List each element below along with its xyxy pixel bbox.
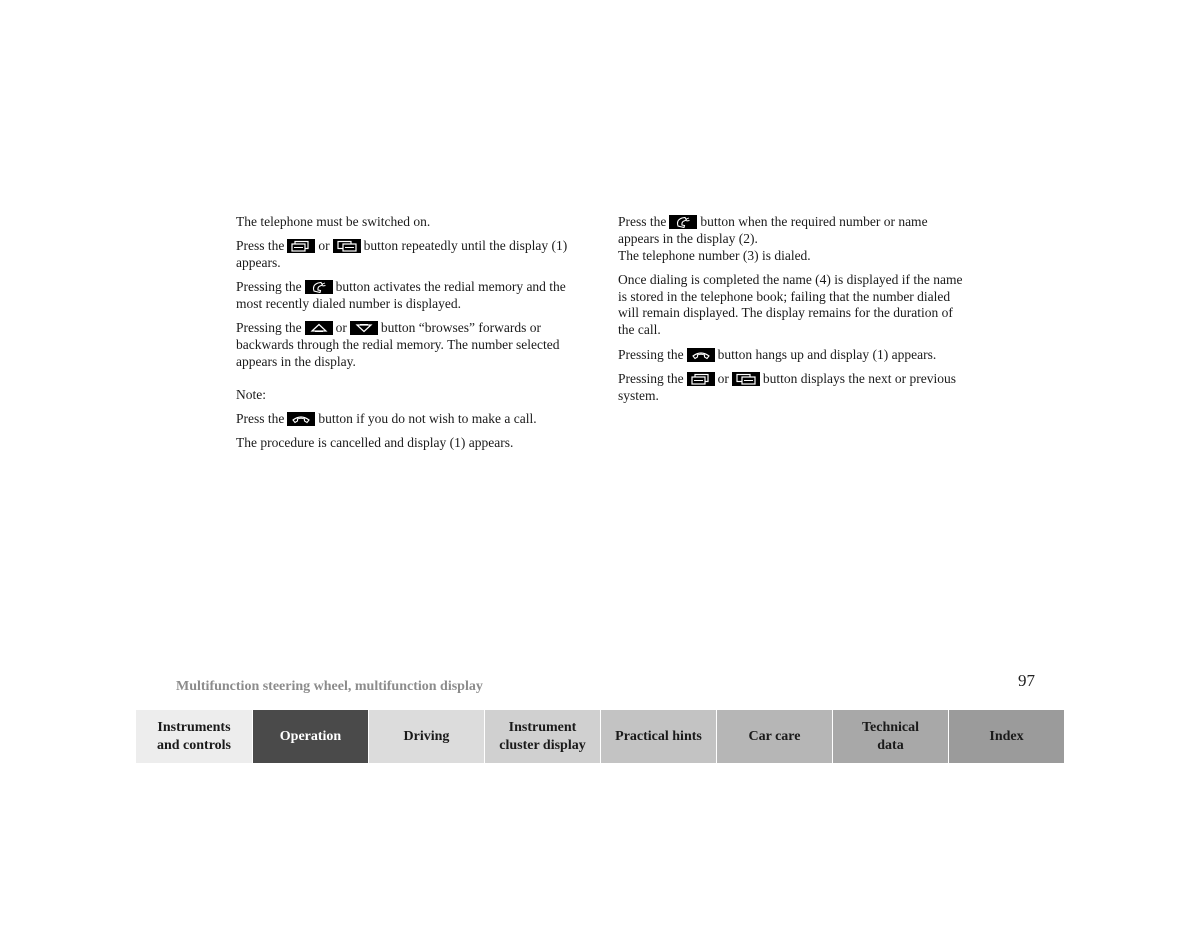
telephone-call-button-icon [669, 215, 697, 229]
instruction-next-previous-system: Pressing the or button displays the next or previous system. [618, 370, 956, 403]
telephone-hangup-button-icon [287, 412, 315, 426]
tab-practical-hints[interactable]: Practical hints [601, 710, 717, 763]
section-tab-bar [136, 710, 1065, 763]
tab-instruments-and-controls[interactable]: Instruments and controls [136, 710, 253, 763]
down-arrow-button-icon [350, 321, 378, 335]
tab-car-care[interactable]: Car care [717, 710, 833, 763]
right-column [618, 214, 968, 412]
instruction-cancel-call: Press the button if you do not wish to make a call. [236, 411, 537, 427]
instruction-browse-redial: Pressing the or button “browses” forwards or backwards through the redial memory. The number selected appears in the display. [236, 320, 560, 370]
section-title: Multifunction steering wheel, multifunction display [176, 679, 483, 694]
note-label: Note: [236, 386, 266, 402]
left-column [236, 214, 588, 460]
next-system-button-icon [287, 239, 315, 253]
instruction-switch-on: The telephone must be switched on. [236, 214, 431, 229]
instruction-repeat-display: Press the or button repeatedly until the display (1) appears. [236, 238, 568, 271]
tab-driving[interactable]: Driving [369, 710, 485, 763]
instruction-name-displayed: Once dialing is completed the name (4) is displayed if the name is stored in the telephone book; failing that the number dialed will remain displayed. The display remains for the duration of the call. [618, 271, 963, 338]
tab-index[interactable]: Index [949, 710, 1065, 763]
tab-technical-data[interactable]: Technical data [833, 710, 949, 763]
page-number: 97 [1018, 671, 1035, 690]
instruction-procedure-cancelled: The procedure is cancelled and display (1) appears. [236, 435, 514, 451]
instruction-number-dialed: The telephone number (3) is dialed. [618, 247, 811, 263]
instruction-dial-number: Press the button when the required number or name appears in the display (2). [618, 214, 928, 246]
tab-instrument-cluster-display[interactable]: Instrument cluster display [485, 710, 601, 763]
previous-system-button-icon [333, 239, 361, 253]
instruction-redial-memory: Pressing the button activates the redial memory and the most recently dialed number is displayed. [236, 279, 566, 312]
up-arrow-button-icon [305, 321, 333, 335]
instruction-hang-up: Pressing the button hangs up and display (1) appears. [618, 346, 937, 362]
telephone-call-button-icon [305, 280, 333, 294]
next-system-button-icon [687, 372, 715, 386]
tab-operation[interactable]: Operation [253, 710, 369, 763]
telephone-hangup-button-icon [687, 348, 715, 362]
previous-system-button-icon [732, 372, 760, 386]
